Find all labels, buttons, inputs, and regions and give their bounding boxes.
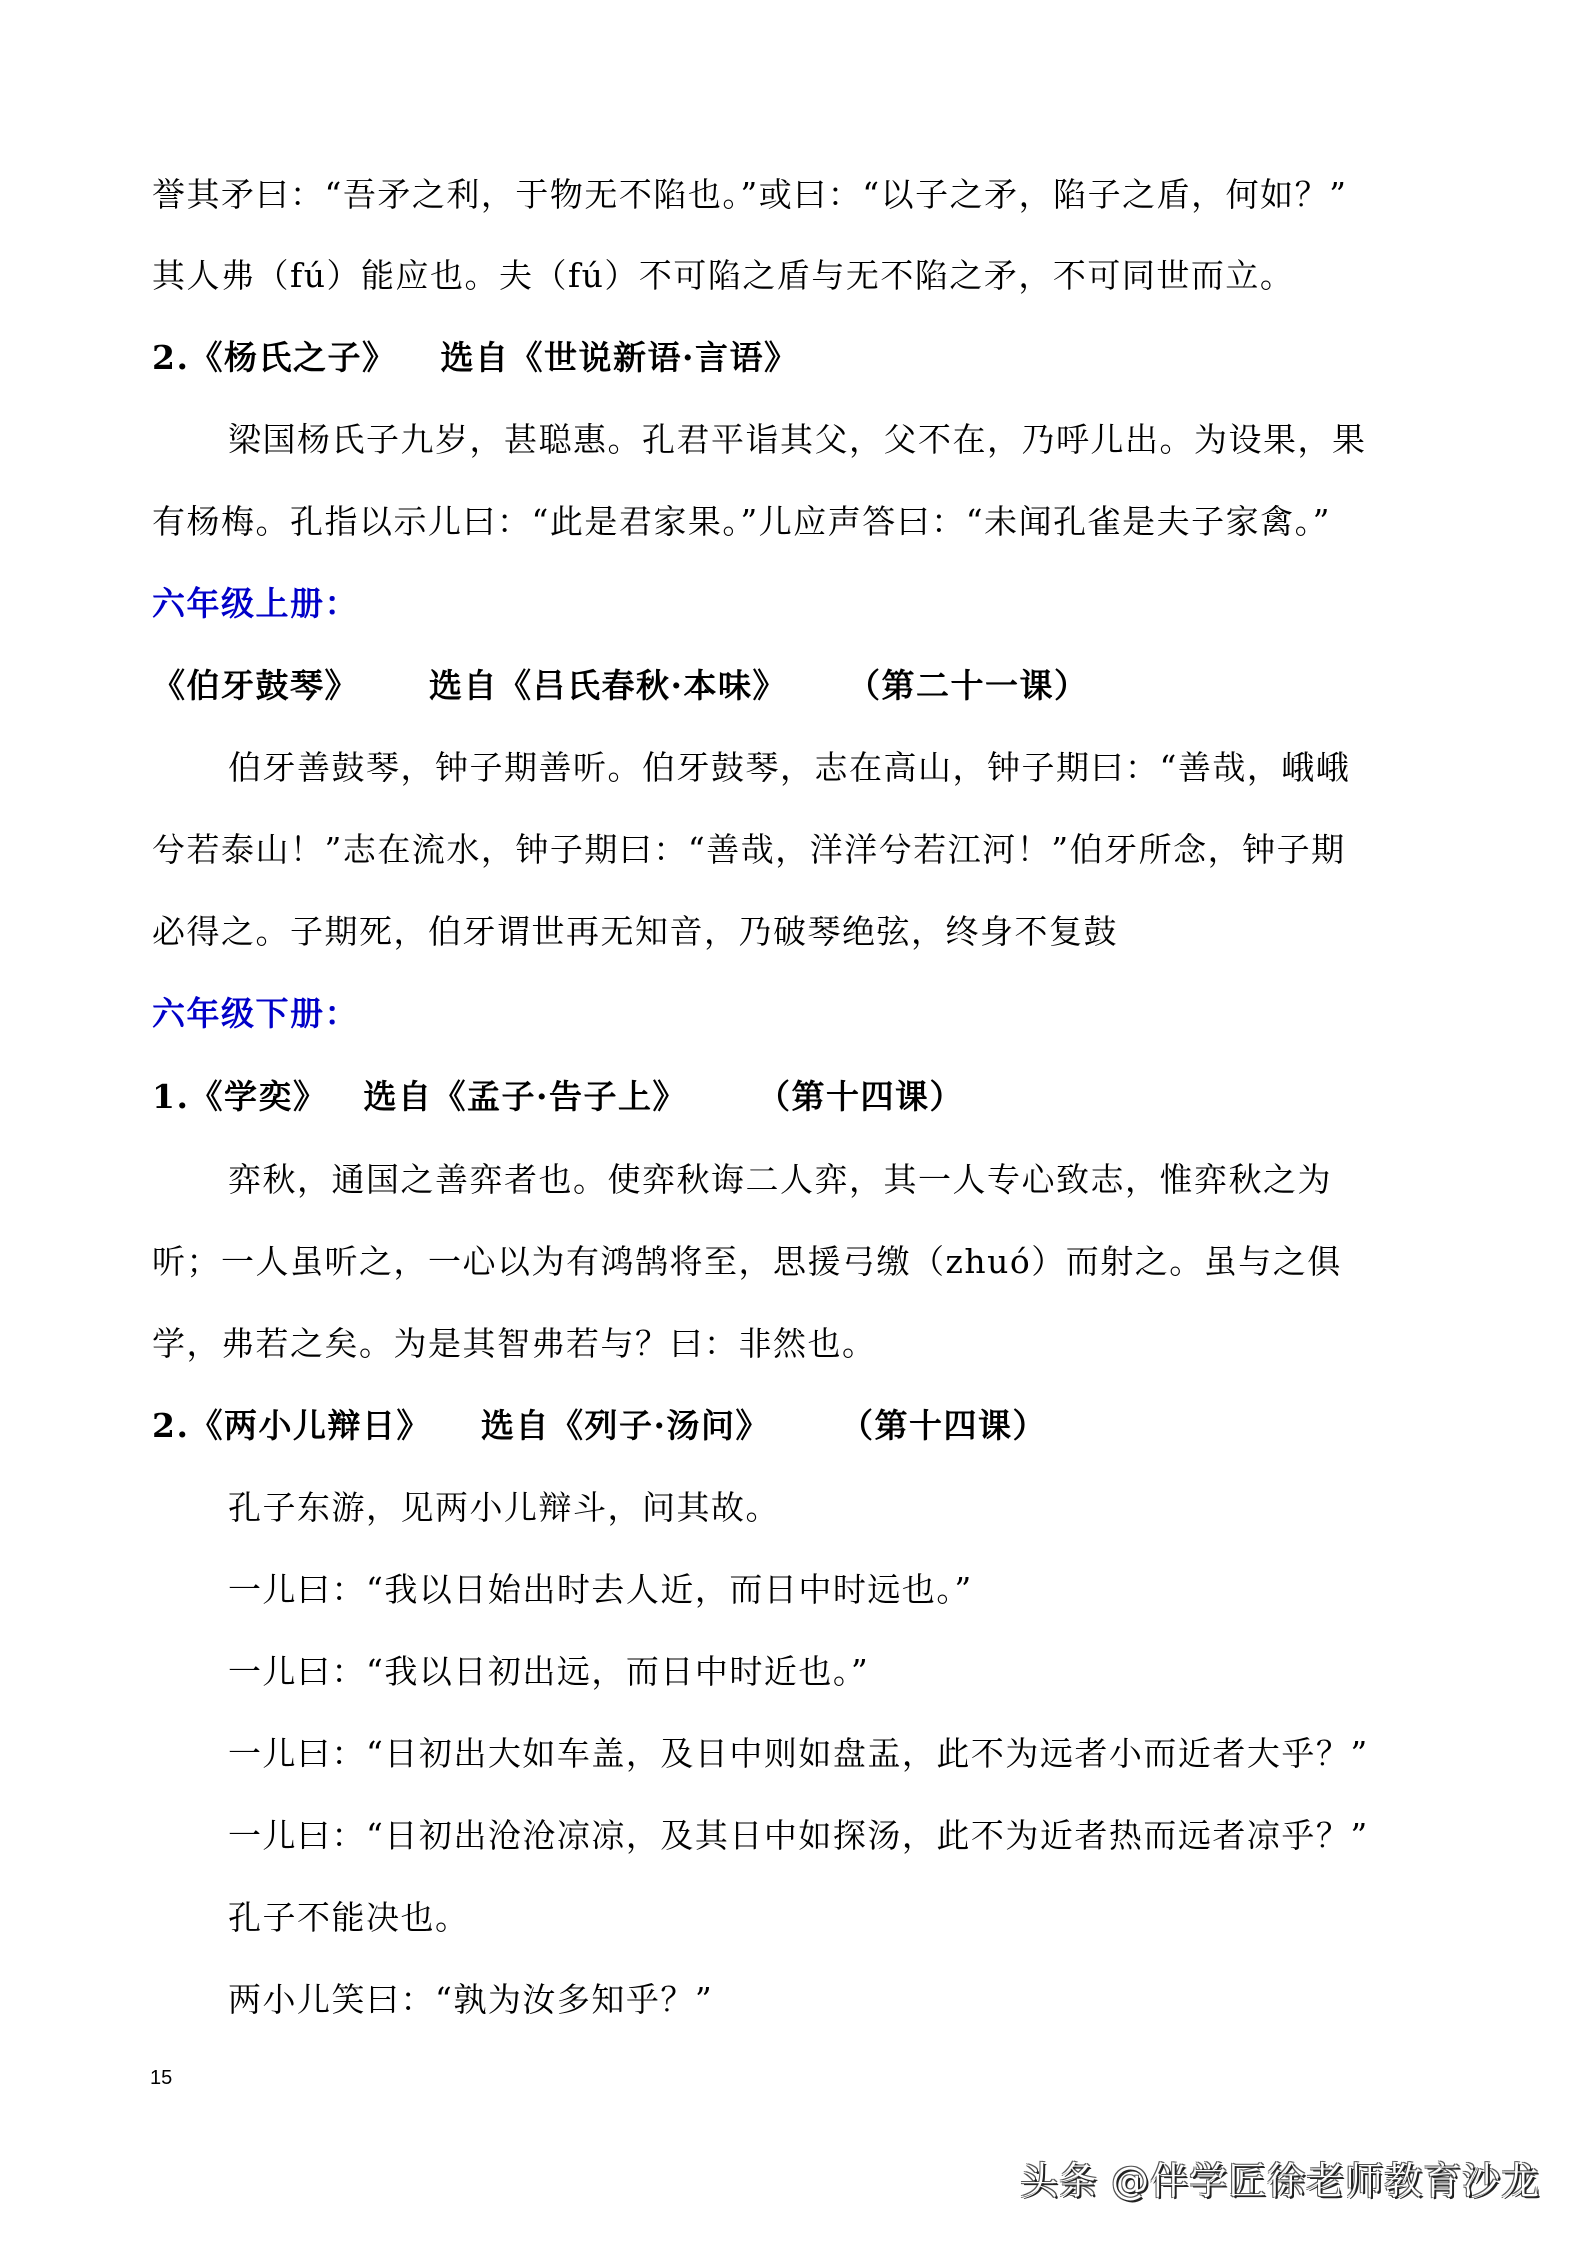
- section-label-grade6-upper: 六年级上册：: [152, 584, 359, 623]
- lesson-heading-boya: [152, 664, 1089, 708]
- lesson-title: 2.《两小儿辩日》: [152, 1406, 431, 1445]
- lesson-number: （第十四课）: [839, 1406, 1047, 1445]
- body-text-line: 必得之。子期死，伯牙谓世再无知音，乃破琴绝弦，终身不复鼓: [152, 912, 1118, 951]
- lesson-heading-liangxiaoer: [152, 1404, 1047, 1448]
- lesson-number: （第二十一课）: [847, 666, 1089, 705]
- lesson-source: 选自《孟子·告子上》: [363, 1077, 687, 1116]
- lesson-title: 2.《杨氏之子》: [152, 338, 397, 377]
- body-text-line: 兮若泰山！”志在流水，钟子期曰：“善哉，洋洋兮若江河！”伯牙所念，钟子期: [152, 830, 1346, 869]
- lesson-heading-yangshi: [152, 336, 798, 380]
- page-number: 15: [150, 2067, 173, 2089]
- body-text-line: 学，弗若之矣。为是其智弗若与？曰：非然也。: [152, 1324, 877, 1363]
- section-label-grade6-lower: 六年级下册：: [152, 994, 359, 1033]
- lesson-source: 选自《世说新语·言语》: [440, 338, 799, 377]
- body-text-line: 孔子东游，见两小儿辩斗，问其故。: [228, 1488, 780, 1527]
- body-text-line: 一儿曰：“日初出沧沧凉凉，及其日中如探汤，此不为近者热而远者凉乎？”: [228, 1816, 1369, 1855]
- body-text-line: 两小儿笑曰：“孰为汝多知乎？”: [228, 1980, 714, 2019]
- body-text-line: 伯牙善鼓琴，钟子期善听。伯牙鼓琴，志在高山，钟子期曰：“善哉，峨峨: [228, 748, 1351, 787]
- lesson-title: 1.《学奕》: [152, 1077, 328, 1116]
- lesson-title: 《伯牙鼓琴》: [152, 666, 359, 705]
- lesson-heading-xueyi: [152, 1075, 964, 1119]
- body-text-line: 孔子不能决也。: [228, 1898, 470, 1937]
- lesson-number: （第十四课）: [756, 1077, 964, 1116]
- body-text-line: 一儿曰：“我以日始出时去人近，而日中时远也。”: [228, 1570, 973, 1609]
- body-text-line: 一儿曰：“日初出大如车盖，及日中则如盘盂，此不为远者小而近者大乎？”: [228, 1734, 1369, 1773]
- body-text-line: 有杨梅。孔指以示儿曰：“此是君家果。”儿应声答曰：“未闻孔雀是夫子家禽。”: [152, 502, 1331, 541]
- watermark: 头条 @伴学匠徐老师教育沙龙: [1020, 2159, 1541, 2203]
- lesson-source: 选自《吕氏春秋·本味》: [429, 666, 787, 705]
- body-text-line: 梁国杨氏子九岁，甚聪惠。孔君平诣其父，父不在，乃呼儿出。为设果，果: [228, 420, 1367, 459]
- body-text-line: 其人弗（fú）能应也。夫（fú）不可陷之盾与无不陷之矛，不可同世而立。: [152, 256, 1295, 295]
- body-text-line: 听；一人虽听之，一心以为有鸿鹄将至，思援弓缴（zhuó）而射之。虽与之俱: [152, 1242, 1342, 1281]
- body-text-line: 誉其矛曰：“吾矛之利，于物无不陷也。”或曰：“以子之矛，陷子之盾，何如？”: [152, 175, 1348, 214]
- body-text-line: 弈秋，通国之善弈者也。使弈秋诲二人弈，其一人专心致志，惟弈秋之为: [228, 1160, 1332, 1199]
- lesson-source: 选自《列子·汤问》: [480, 1406, 770, 1445]
- body-text-line: 一儿曰：“我以日初出远，而日中时近也。”: [228, 1652, 870, 1691]
